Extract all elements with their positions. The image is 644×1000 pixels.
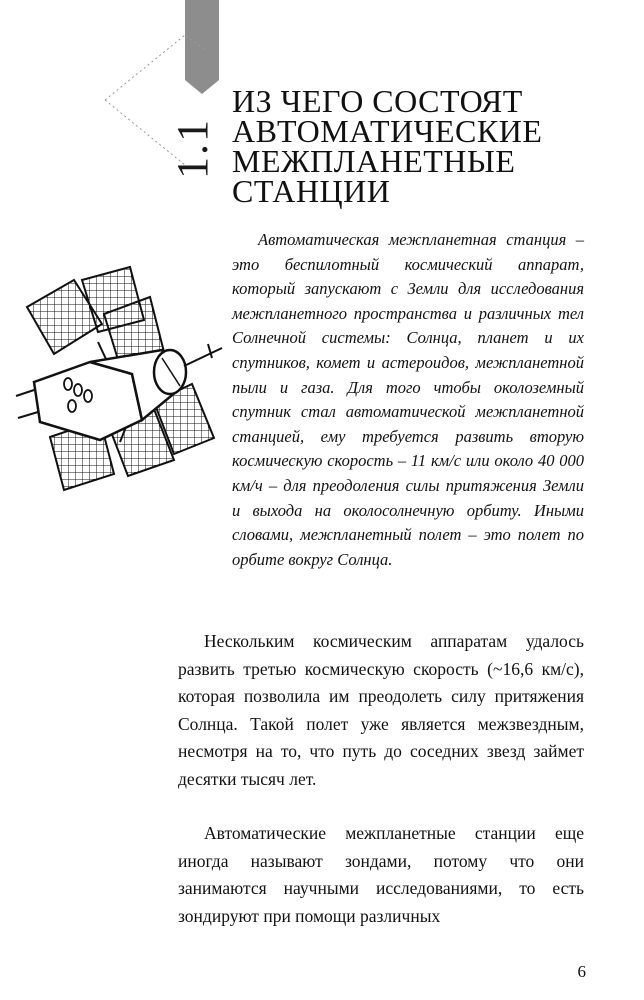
space-station-icon: [12, 262, 227, 522]
chapter-title-line: СТАНЦИИ: [232, 173, 391, 209]
chapter-title-line: МЕЖПЛАНЕТНЫЕ: [232, 143, 516, 179]
chapter-title-line: АВТОМАТИЧЕСКИЕ: [232, 113, 543, 149]
intro-paragraph: Автоматическая межпланетная станция – это беспилотный космический аппарат, который запускают с Земли для исследования межпланетного пространства и различных тел Солнечной системы: Солнца, планет и их спутников, комет и астероидов, межпланетной пыли и газа. Для того чтобы околоземный спутник стал автоматической межпланетной станцией, ему требуется развить вторую космическую скорость – 11 км/с или около 40 000 км/ч – для преодоления силы притяжения Земли и выхода на околосолнечную орбиту. Иными словами, межпланетный полет – это полет по орбите вокруг Солнца.: [232, 230, 584, 569]
page-number: 6: [577, 962, 586, 981]
chapter-number: [167, 108, 217, 188]
chapter-title-line: ИЗ ЧЕГО СОСТОЯТ: [232, 83, 523, 119]
body-paragraph: Нескольким космическим аппаратам удалось развить третью космическую скорость (~16,6 км/с), которая позволила им преодолеть силу притяжения Солнца. Такой полет уже является межзвездным, несмотря на то, что путь до соседних звезд займет десятки тысяч лет.: [178, 631, 584, 789]
chapter-title: [232, 83, 562, 209]
body-paragraph: Автоматические межпланетные станции еще иногда называют зондами, потому что они занимаются научными исследованиями, то есть зондируют при помощи различных: [178, 823, 584, 926]
chapter-number-text: 1.1: [167, 117, 217, 179]
